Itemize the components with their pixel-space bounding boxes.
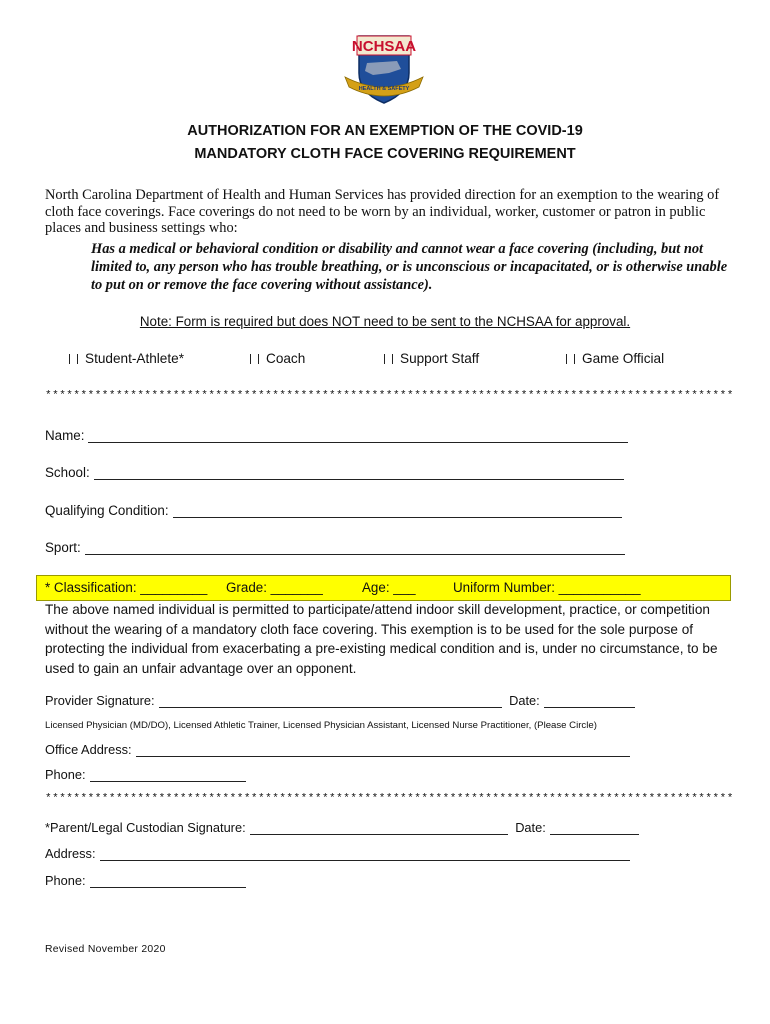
sport-label: Sport:	[45, 540, 81, 555]
checkbox-box[interactable]	[250, 354, 259, 364]
star-divider-2: *************************************************************************************************	[45, 793, 734, 805]
star-divider: *************************************************************************************************	[45, 390, 734, 402]
role-label: Support Staff	[400, 351, 480, 366]
provider-date-label: Date:	[509, 693, 540, 708]
provider-phone-line[interactable]	[90, 769, 246, 782]
parent-address-label: Address:	[45, 846, 96, 861]
provider-phone-field[interactable]	[45, 767, 246, 782]
parent-address-field[interactable]	[45, 846, 630, 861]
office-address-label: Office Address:	[45, 742, 132, 757]
provider-signature-line[interactable]	[159, 695, 502, 708]
role-label: Coach	[266, 351, 306, 366]
provider-date-line[interactable]	[544, 695, 635, 708]
role-support-staff-checkbox[interactable]	[384, 351, 479, 366]
checkbox-box[interactable]	[69, 354, 78, 364]
qualifying-line[interactable]	[173, 505, 622, 518]
parent-signature-field[interactable]	[45, 820, 639, 835]
parent-address-line[interactable]	[100, 848, 630, 861]
svg-text:HEALTH & SAFETY: HEALTH & SAFETY	[358, 86, 410, 92]
name-field[interactable]	[45, 428, 628, 443]
checkbox-box[interactable]	[566, 354, 575, 364]
provider-signature-label: Provider Signature:	[45, 693, 155, 708]
nchsaa-logo	[343, 33, 425, 105]
svg-text:NCHSAA: NCHSAA	[351, 38, 417, 55]
name-label: Name:	[45, 428, 85, 443]
uniform-number-field[interactable]: Uniform Number: ___________	[453, 580, 641, 595]
office-address-line[interactable]	[136, 744, 630, 757]
name-line[interactable]	[88, 430, 628, 443]
checkbox-box[interactable]	[384, 354, 393, 364]
form-title-line1: AUTHORIZATION FOR AN EXEMPTION OF THE COVID-19	[187, 123, 583, 139]
school-label: School:	[45, 465, 90, 480]
note-text: Note: Form is required but does NOT need to be sent to the NCHSAA for approval.	[139, 314, 631, 329]
grade-field[interactable]: Grade: _______	[226, 580, 323, 595]
school-line[interactable]	[94, 467, 624, 480]
parent-date-label: Date:	[515, 820, 546, 835]
role-label: Game Official	[582, 351, 665, 366]
revised-date: Revised November 2020	[45, 944, 166, 955]
parent-phone-line[interactable]	[90, 875, 246, 888]
role-label: Student-Athlete*	[85, 351, 184, 366]
provider-signature-field[interactable]	[45, 693, 635, 708]
classification-field[interactable]: * Classification: _________	[45, 580, 208, 595]
classification-highlight-row	[36, 575, 731, 601]
sport-field[interactable]	[45, 540, 625, 555]
exemption-statement: The above named individual is permitted to participate/attend indoor skill development, practice, or competition without the wearing of a mandatory cloth face covering. This exemption is to be used for the sole purpose of protecting the individual from exacerbating a pre-existing medical condition and is, under no circumstance, to be used to gain an unfair advantage over an opponent.	[45, 602, 718, 676]
parent-signature-line[interactable]	[250, 822, 508, 835]
provider-phone-label: Phone:	[45, 767, 86, 782]
qualifying-label: Qualifying Condition:	[45, 503, 169, 518]
qualifying-condition-field[interactable]	[45, 503, 622, 518]
parent-phone-field[interactable]	[45, 873, 246, 888]
role-game-official-checkbox[interactable]	[566, 351, 664, 366]
licensed-provider-types: Licensed Physician (MD/DO), Licensed Athletic Trainer, Licensed Physician Assistant, Licensed Nurse Practitioner, (Please Circle)	[45, 720, 597, 731]
parent-phone-label: Phone:	[45, 873, 86, 888]
school-field[interactable]	[45, 465, 624, 480]
office-address-field[interactable]	[45, 742, 630, 757]
sport-line[interactable]	[85, 542, 625, 555]
parent-date-line[interactable]	[550, 822, 639, 835]
form-title-line2: MANDATORY CLOTH FACE COVERING REQUIREMENT	[194, 146, 576, 162]
intro-paragraph: North Carolina Department of Health and Human Services has provided direction for an exemption to the wearing of cloth face coverings. Face coverings do not need to be worn by an individual, worker, customer or patron in public places and business settings who:	[45, 187, 720, 236]
parent-signature-label: *Parent/Legal Custodian Signature:	[45, 820, 246, 835]
role-student-athlete-checkbox[interactable]	[69, 351, 184, 366]
role-coach-checkbox[interactable]	[250, 351, 305, 366]
condition-paragraph: Has a medical or behavioral condition or disability and cannot wear a face covering (including, but not limited to, any person who has trouble breathing, or is unconscious or incapacitated, or is otherwise unable to put on or remove the face covering without assistance).	[91, 241, 728, 293]
age-field[interactable]: Age: ___	[362, 580, 416, 595]
